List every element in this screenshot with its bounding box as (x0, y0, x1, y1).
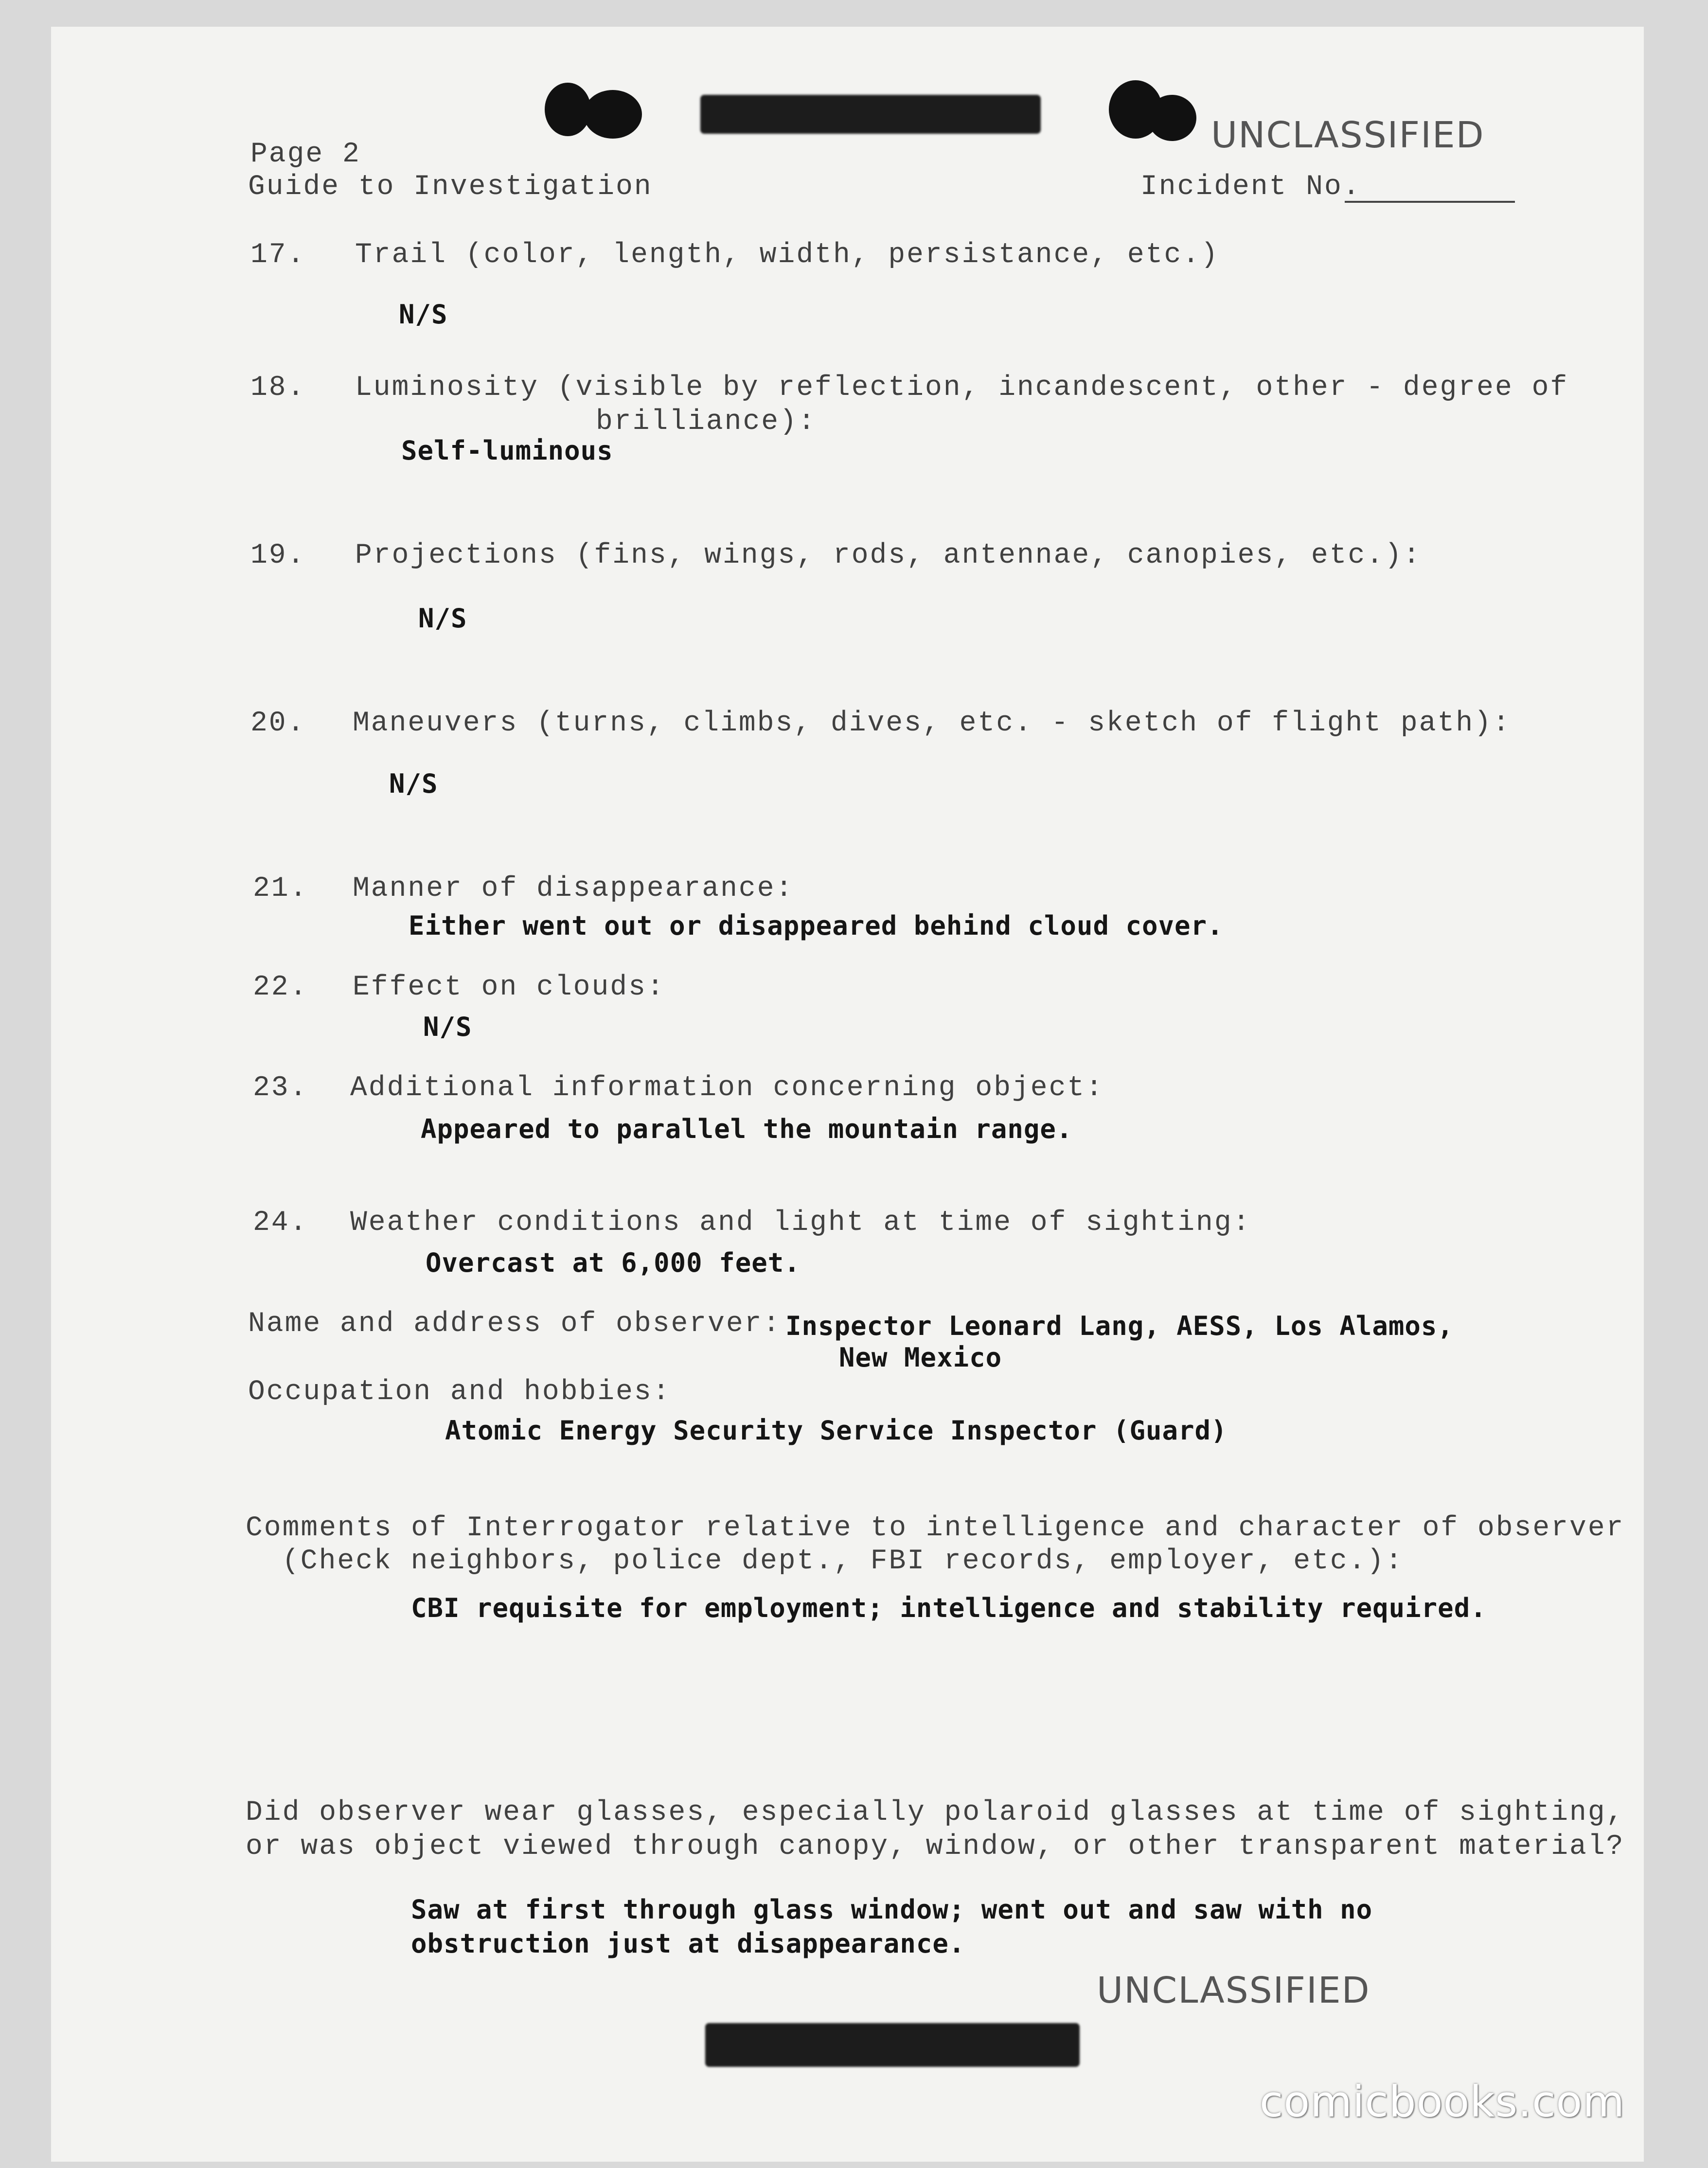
occupation-answer: Atomic Energy Security Service Inspector (Guard) (445, 1415, 1228, 1446)
incident-number-blank (1345, 201, 1515, 203)
item-question: Additional information concerning object: (350, 1072, 1104, 1104)
item-answer: Appeared to parallel the mountain range. (421, 1114, 1073, 1144)
redaction-blot-right-2 (1148, 95, 1196, 141)
item-answer: Either went out or disappeared behind cloud cover. (409, 910, 1224, 941)
glasses-label-continued: or was object viewed through canopy, window, or other transparent material? (246, 1831, 1625, 1863)
item-question: Manner of disappearance: (353, 873, 794, 905)
occupation-label: Occupation and hobbies: (248, 1376, 671, 1408)
page-number: Page 2 (250, 139, 361, 170)
incident-number-label: Incident No. (1140, 171, 1361, 203)
comments-label: Comments of Interrogator relative to intelligence and character of observer (246, 1512, 1625, 1544)
item-answer: Self-luminous (401, 435, 613, 466)
item-question: Projections (fins, wings, rods, antennae, canopies, etc.): (355, 540, 1422, 571)
site-watermark: comicbooks.com (1260, 2077, 1625, 2127)
item-answer: N/S (389, 768, 438, 799)
comments-answer: CBI requisite for employment; intelligence and stability required. (411, 1593, 1487, 1623)
unclassified-stamp-top: UNCLASSIFIED (1211, 114, 1485, 156)
item-question: Luminosity (visible by reflection, incandescent, other - degree of (355, 372, 1569, 404)
item-answer: N/S (399, 299, 448, 330)
item-question: Effect on clouds: (353, 972, 665, 1003)
glasses-answer: Saw at first through glass window; went out and saw with no (411, 1894, 1373, 1925)
item-question: Maneuvers (turns, climbs, dives, etc. - sketch of flight path): (353, 708, 1511, 739)
item-number: 23. (253, 1072, 308, 1104)
unclassified-stamp-bottom: UNCLASSIFIED (1097, 1970, 1370, 2011)
observer-answer: Inspector Leonard Lang, AESS, Los Alamos, (785, 1311, 1454, 1341)
redaction-blot-left-2 (584, 90, 642, 139)
glasses-label: Did observer wear glasses, especially polaroid glasses at time of sighting, (246, 1797, 1625, 1829)
item-number: 20. (250, 708, 306, 739)
observer-label: Name and address of observer: (248, 1308, 782, 1340)
item-answer: Overcast at 6,000 feet. (426, 1247, 801, 1278)
item-question-continued: brilliance): (596, 406, 817, 438)
item-answer: N/S (418, 603, 467, 634)
item-question: Trail (color, length, width, persistance, etc.) (355, 239, 1219, 271)
item-number: 22. (253, 972, 308, 1003)
redaction-bar-top (700, 95, 1041, 134)
redaction-bar-bottom (705, 2023, 1080, 2067)
guide-title: Guide to Investigation (248, 171, 653, 203)
item-number: 19. (250, 540, 306, 571)
item-number: 17. (250, 239, 306, 271)
comments-label-continued: (Check neighbors, police dept., FBI records, employer, etc.): (282, 1546, 1404, 1577)
item-number: 18. (250, 372, 306, 404)
observer-answer-continued: New Mexico (839, 1342, 1002, 1373)
glasses-answer-continued: obstruction just at disappearance. (411, 1928, 965, 1959)
item-number: 24. (253, 1207, 308, 1239)
item-question: Weather conditions and light at time of sighting: (350, 1207, 1251, 1239)
item-number: 21. (253, 873, 308, 905)
item-answer: N/S (423, 1012, 472, 1042)
